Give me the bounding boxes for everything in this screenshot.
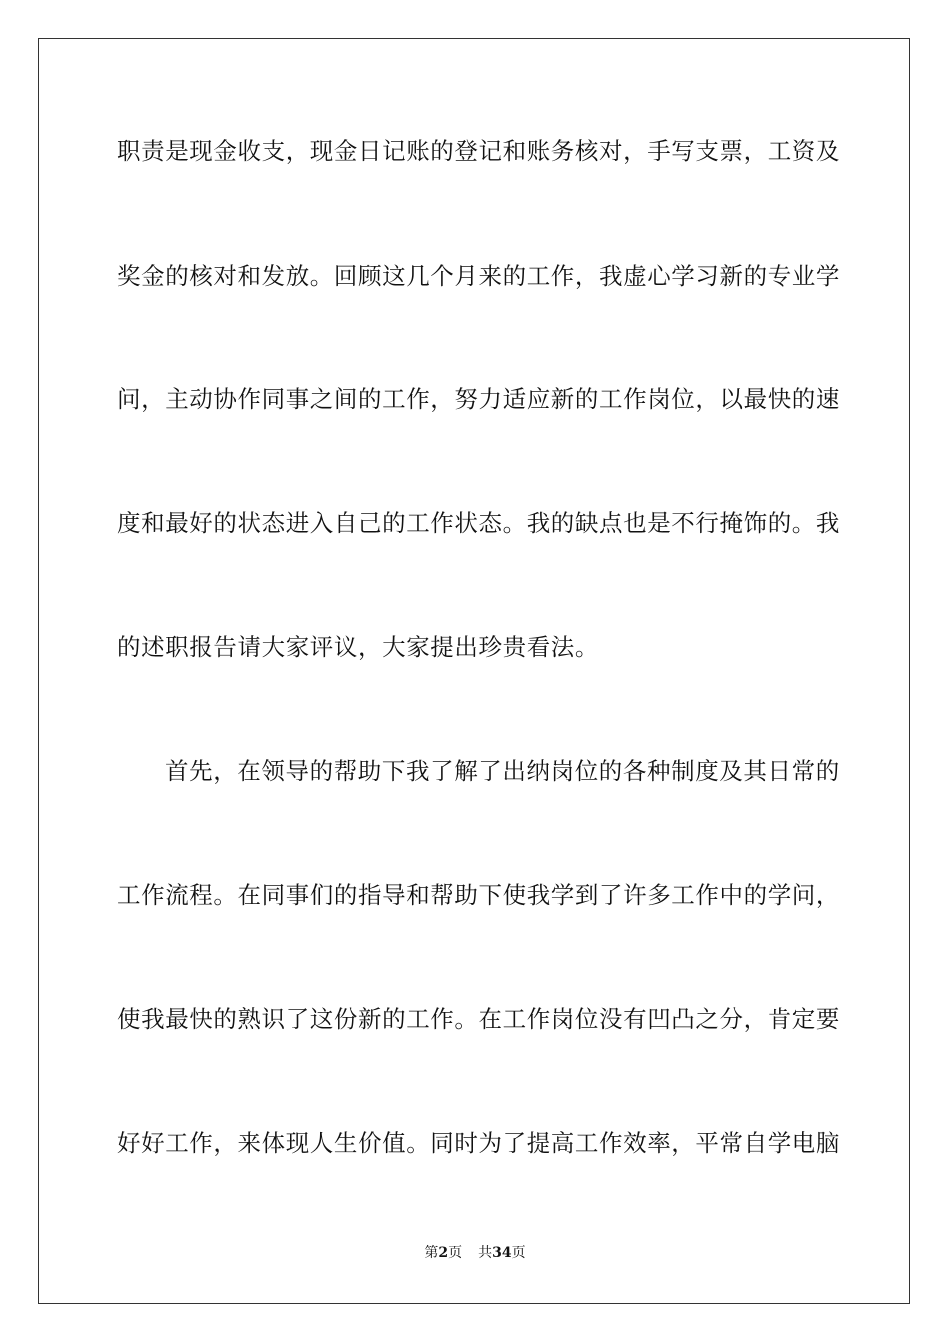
text-line-2: 奖金的核对和发放。回顾这几个月来的工作，我虚心学习新的专业学 (117, 262, 840, 290)
page-suffix: 页 (448, 1245, 463, 1261)
total-suffix: 页 (511, 1245, 526, 1261)
page-footer (0, 1244, 950, 1262)
text-line-4: 度和最好的状态进入自己的工作状态。我的缺点也是不行掩饰的。我 (117, 509, 840, 537)
text-line-5: 的述职报告请大家评议，大家提出珍贵看法。 (117, 633, 599, 661)
page-number: 2 (438, 1245, 449, 1261)
text-line-7: 工作流程。在同事们的指导和帮助下使我学到了许多工作中的学问， (117, 881, 840, 909)
total-pages: 34 (492, 1245, 512, 1261)
page-border (38, 38, 910, 1304)
text-line-9: 好好工作，来体现人生价值。同时为了提高工作效率，平常自学电脑 (117, 1129, 840, 1157)
text-line-3: 问，主动协作同事之间的工作，努力适应新的工作岗位，以最快的速 (117, 385, 840, 413)
page-prefix: 第 (424, 1245, 439, 1261)
text-line-1: 职责是现金收支，现金日记账的登记和账务核对，手写支票，工资及 (117, 137, 840, 165)
total-prefix: 共 (478, 1245, 493, 1261)
text-line-8: 使我最快的熟识了这份新的工作。在工作岗位没有凹凸之分，肯定要 (117, 1005, 840, 1033)
text-line-6: 首先，在领导的帮助下我了解了出纳岗位的各种制度及其日常的 (165, 757, 840, 785)
